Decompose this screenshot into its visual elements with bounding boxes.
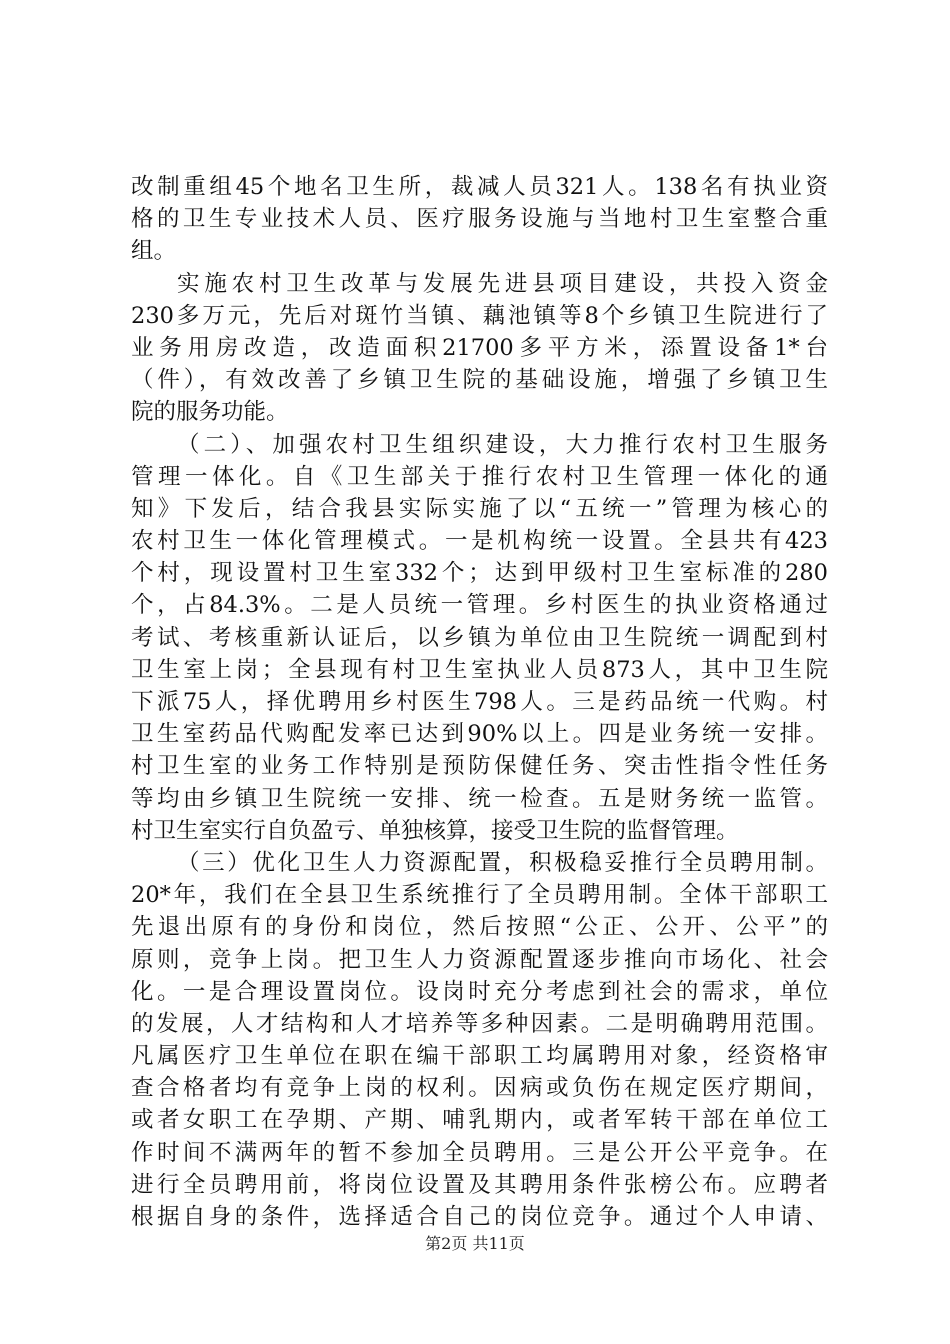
text-line: 业务用房改造，改造面积21700多平方米，添置设备1*台 bbox=[131, 334, 828, 361]
text-line: 凡属医疗卫生单位在职在编干部职工均属聘用对象，经资格审 bbox=[131, 1043, 828, 1070]
text-line: 原则，竞争上岗。把卫生人力资源配置逐步推向市场化、社会 bbox=[131, 946, 828, 973]
paragraph-start-line: 实施农村卫生改革与发展先进县项目建设，共投入资金 bbox=[177, 270, 828, 297]
text-line: 卫生室药品代购配发率已达到90%以上。四是业务统一安排。 bbox=[131, 721, 828, 748]
section-heading-line: （三）优化卫生人力资源配置，积极稳妥推行全员聘用制。 bbox=[177, 849, 828, 876]
text-line: 或者女职工在孕期、产期、哺乳期内，或者军转干部在单位工 bbox=[131, 1107, 828, 1134]
text-line: 作时间不满两年的暂不参加全员聘用。三是公开公平竞争。在 bbox=[131, 1139, 828, 1166]
text-line: 考试、考核重新认证后，以乡镇为单位由卫生院统一调配到村 bbox=[131, 624, 828, 651]
text-line: 等均由乡镇卫生院统一安排、统一检查。五是财务统一监管。 bbox=[131, 785, 828, 812]
page-number-footer: 第2页 共11页 bbox=[425, 1234, 525, 1253]
text-line: 化。一是合理设置岗位。设岗时充分考虑到社会的需求，单位 bbox=[131, 978, 828, 1005]
text-line: 先退出原有的身份和岗位，然后按照“公正、公开、公平”的 bbox=[131, 914, 828, 941]
text-line: 村卫生室的业务工作特别是预防保健任务、突击性指令性任务 bbox=[131, 753, 828, 780]
text-line: 的发展，人才结构和人才培养等多种因素。二是明确聘用范围。 bbox=[131, 1010, 828, 1037]
text-line: （件），有效改善了乡镇卫生院的基础设施，增强了乡镇卫生 bbox=[131, 367, 828, 394]
text-line: 管理一体化。自《卫生部关于推行农村卫生管理一体化的通 bbox=[131, 463, 828, 490]
text-line: 组。 bbox=[131, 238, 177, 265]
text-line: 个，占84.3%。二是人员统一管理。乡村医生的执业资格通过 bbox=[131, 592, 828, 619]
text-line: 村卫生室实行自负盈亏、单独核算，接受卫生院的监督管理。 bbox=[131, 817, 739, 844]
text-line: 20*年，我们在全县卫生系统推行了全员聘用制。全体干部职工 bbox=[131, 882, 828, 909]
section-heading-line: （二）、加强农村卫生组织建设，大力推行农村卫生服务 bbox=[177, 431, 828, 458]
document-body bbox=[131, 171, 828, 1233]
text-line: 进行全员聘用前，将岗位设置及其聘用条件张榜公布。应聘者 bbox=[131, 1171, 828, 1198]
text-line: 下派75人，择优聘用乡村医生798人。三是药品统一代购。村 bbox=[131, 689, 828, 715]
text-line: 院的服务功能。 bbox=[131, 399, 289, 426]
text-line: 改制重组45个地名卫生所，裁减人员321人。138名有执业资 bbox=[131, 174, 828, 200]
text-line: 农村卫生一体化管理模式。一是机构统一设置。全县共有423 bbox=[131, 528, 828, 555]
text-line: 卫生室上岗；全县现有村卫生室执业人员873人，其中卫生院 bbox=[131, 656, 828, 683]
text-line: 230多万元，先后对斑竹当镇、藕池镇等8个乡镇卫生院进行了 bbox=[131, 302, 828, 329]
text-line: 知》下发后，结合我县实际实施了以“五统一”管理为核心的 bbox=[131, 495, 828, 522]
text-line: 查合格者均有竞争上岗的权利。因病或负伤在规定医疗期间， bbox=[131, 1075, 828, 1102]
text-line: 根据自身的条件，选择适合自己的岗位竞争。通过个人申请、 bbox=[131, 1204, 828, 1230]
text-line: 个村，现设置村卫生室332个；达到甲级村卫生室标准的280 bbox=[131, 560, 828, 587]
text-line: 格的卫生专业技术人员、医疗服务设施与当地村卫生室整合重 bbox=[131, 206, 828, 233]
